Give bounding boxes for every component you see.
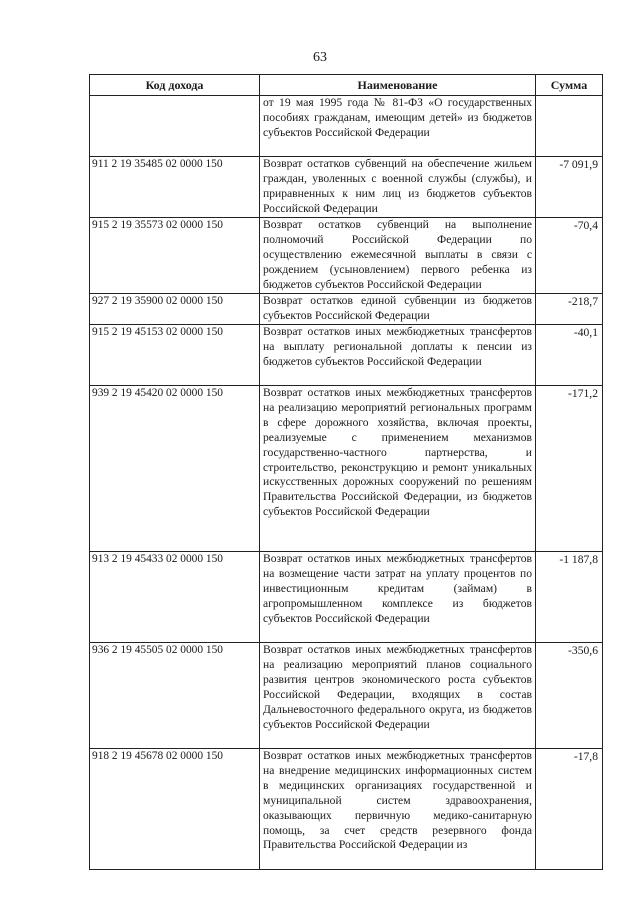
revenue-sum: -171,2 (536, 386, 603, 552)
revenue-sum: -70,4 (536, 218, 603, 294)
table-row (90, 749, 603, 870)
revenue-code: 915 2 19 45153 02 0000 150 (90, 325, 260, 386)
revenue-name: Возврат остатков иных межбюджетных трансфертов на выплату региональной доплаты к пенсии из бюджетов субъектов Российской Федерации (260, 325, 536, 386)
revenue-sum: -1 187,8 (536, 552, 603, 643)
revenue-name: Возврат остатков субвенций на выполнение полномочий Российской Федерации по осуществлению ежемесячной выплаты в связи с рождением (усыновлением) первого ребенка из бюджетов субъектов Российской Федерации (260, 218, 536, 294)
revenue-code: 913 2 19 45433 02 0000 150 (90, 552, 260, 643)
revenue-name: Возврат остатков единой субвенции из бюджетов субъектов Российской Федерации (260, 294, 536, 325)
revenue-code: 939 2 19 45420 02 0000 150 (90, 386, 260, 552)
revenue-name: Возврат остатков иных межбюджетных трансфертов на реализацию мероприятий региональных программ в сфере дорожного хозяйства, включая проекты, реализуемые с применением механизмов государственно-частного партнерства, и строительство, реконструкцию и ремонт уникальных искусственных дорожных сооружений по решениям Правительства Российской Федерации, из бюджетов субъектов Российской Федерации (260, 386, 536, 552)
revenue-code: 911 2 19 35485 02 0000 150 (90, 157, 260, 218)
revenue-sum: -7 091,9 (536, 157, 603, 218)
revenue-name: Возврат остатков иных межбюджетных трансфертов на реализацию мероприятий планов социального развития центров экономического роста субъектов Российской Федерации, входящих в состав Дальневосточного федерального округа, из бюджетов субъектов Российской Федерации (260, 643, 536, 749)
revenue-code: 927 2 19 35900 02 0000 150 (90, 294, 260, 325)
header-code: Код дохода (90, 75, 260, 96)
header-name: Наименование (260, 75, 536, 96)
table-row (90, 157, 603, 218)
table-row (90, 218, 603, 294)
table-row (90, 552, 603, 643)
revenue-sum: -350,6 (536, 643, 603, 749)
table-row (90, 96, 603, 157)
revenue-code (90, 96, 260, 157)
revenue-sum (536, 96, 603, 157)
revenue-code: 918 2 19 45678 02 0000 150 (90, 749, 260, 870)
table-row (90, 386, 603, 552)
revenue-sum: -17,8 (536, 749, 603, 870)
revenue-sum: -218,7 (536, 294, 603, 325)
table-row (90, 643, 603, 749)
revenue-sum: -40,1 (536, 325, 603, 386)
table-row (90, 294, 603, 325)
revenue-name: Возврат остатков иных межбюджетных трансфертов на возмещение части затрат на уплату процентов по инвестиционным кредитам (займам) в агропромышленном комплексе из бюджетов субъектов Российской Федерации (260, 552, 536, 643)
page-number: 63 (313, 50, 327, 65)
revenue-table (89, 74, 603, 870)
revenue-name: Возврат остатков иных межбюджетных трансфертов на внедрение медицинских информационных систем в медицинских организациях государственной и муниципальной систем здравоохранения, оказывающих первичную медико-санитарную помощь, за счет средств резервного фонда Правительства Российской Федерации из (260, 749, 536, 870)
table-header-row (90, 75, 603, 96)
header-sum: Сумма (536, 75, 603, 96)
table-row (90, 325, 603, 386)
revenue-code: 936 2 19 45505 02 0000 150 (90, 643, 260, 749)
revenue-name: от 19 мая 1995 года № 81-ФЗ «О государственных пособиях гражданам, имеющим детей» из бюджетов субъектов Российской Федерации (260, 96, 536, 157)
revenue-name: Возврат остатков субвенций на обеспечение жильем граждан, уволенных с военной службы (службы), и приравненных к ним лиц из бюджетов субъектов Российской Федерации (260, 157, 536, 218)
revenue-code: 915 2 19 35573 02 0000 150 (90, 218, 260, 294)
